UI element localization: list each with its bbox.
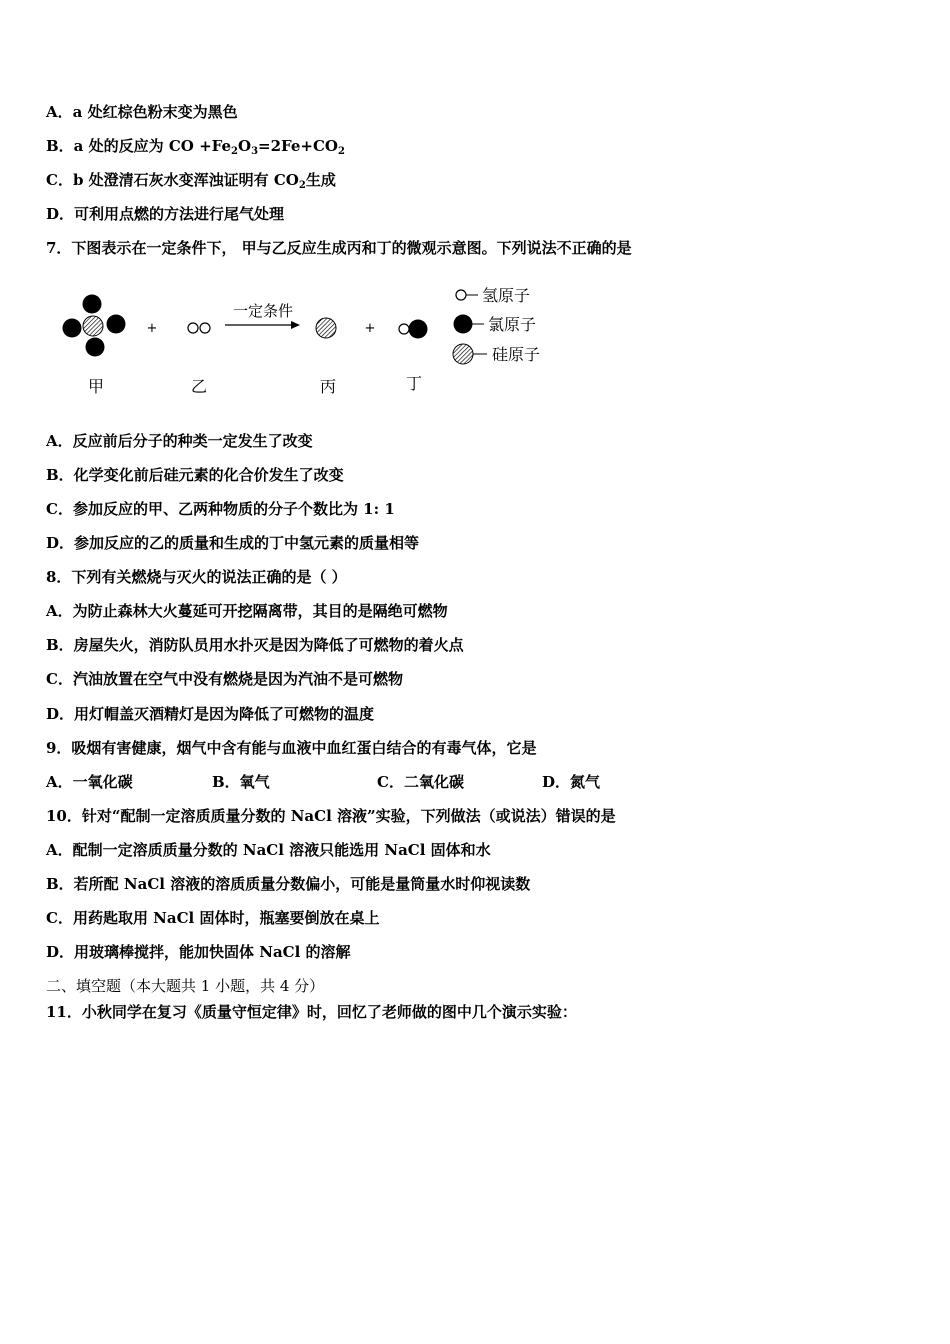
- molecule-bing: [316, 318, 336, 338]
- plus-2: +: [364, 321, 376, 336]
- q10-option-b: B．若所配 NaCl 溶液的溶质质量分数偏小，可能是量筒量水时仰视读数: [46, 875, 531, 893]
- q6-option-b: B．a 处的反应为 CO $+Fe_2O_3=2Fe+CO_2$: [46, 137, 345, 157]
- q9-option-c: C．二氧化碳: [377, 773, 464, 791]
- legend-hydrogen: 氢原子: [482, 286, 531, 305]
- q9-option-b: B．氧气: [212, 773, 270, 791]
- section-2-heading: 二、填空题（本大题共 1 小题，共 4 分）: [46, 977, 325, 995]
- q7-option-b: B．化学变化前后硅元素的化合价发生了改变: [46, 466, 344, 484]
- plus-1: +: [146, 321, 158, 336]
- q8-option-c: C．汽油放置在空气中没有燃烧是因为汽油不是可燃物: [46, 670, 403, 688]
- label-jia: 甲: [87, 377, 105, 396]
- legend-silicon: 硅原子: [492, 345, 541, 364]
- q7-option-d: D．参加反应的乙的质量和生成的丁中氢元素的质量相等: [46, 534, 420, 552]
- reaction-condition: 一定条件: [232, 302, 294, 320]
- legend: [453, 286, 540, 364]
- label-ding: 丁: [405, 374, 423, 393]
- arrow-head-icon: [291, 321, 300, 329]
- q7-stem: 7．下图表示在一定条件下， 甲与乙反应生成丙和丁的微观示意图。下列说法不正确的是: [46, 239, 632, 257]
- legend-chlorine: 氯原子: [488, 315, 537, 334]
- q8-option-b: B．房屋失火，消防队员用水扑灭是因为降低了可燃物的着火点: [46, 636, 464, 654]
- q10-option-d: D．用玻璃棒搅拌，能加快固体 NaCl 的溶解: [46, 943, 351, 961]
- q11-stem: 11．小秋同学在复习《质量守恒定律》时，回忆了老师做的图中几个演示实验：: [46, 1003, 577, 1021]
- q8-option-a: A．为防止森林大火蔓延可开挖隔离带，其目的是隔绝可燃物: [46, 602, 448, 620]
- molecule-jia: [63, 295, 126, 357]
- molecule-yi: [188, 323, 210, 333]
- q8-stem: 8．下列有关燃烧与灭火的说法正确的是（ ）: [46, 568, 347, 586]
- q7-reaction-diagram: [0, 280, 600, 405]
- q10-stem: 10．针对“配制一定溶质质量分数的 NaCl 溶液”实验，下列做法（或说法）错误的是: [46, 807, 616, 825]
- q10-option-a: A．配制一定溶质质量分数的 NaCl 溶液只能选用 NaCl 固体和水: [46, 841, 491, 859]
- q6-option-a: A．a 处红棕色粉末变为黑色: [46, 103, 238, 121]
- q9-option-d: D．氮气: [542, 773, 601, 791]
- hydrogen-atom-icon: [456, 290, 466, 300]
- molecule-ding: [399, 320, 428, 339]
- q8-option-d: D．用灯帽盖灭酒精灯是因为降低了可燃物的温度: [46, 705, 375, 723]
- label-bing: 丙: [319, 377, 337, 396]
- chlorine-atom-icon: [454, 315, 473, 334]
- q9-stem: 9．吸烟有害健康，烟气中含有能与血液中血红蛋白结合的有毒气体，它是: [46, 739, 537, 757]
- q9-option-a: A．一氧化碳: [46, 773, 133, 791]
- silicon-atom-icon: [453, 344, 473, 364]
- q7-option-a: A．反应前后分子的种类一定发生了改变: [46, 432, 313, 450]
- q6-option-c: C．b 处澄清石灰水变浑浊证明有 $CO_2$生成: [46, 171, 336, 191]
- q7-option-c: C．参加反应的甲、乙两种物质的分子个数比为 1: 1: [46, 500, 395, 518]
- q10-option-c: C．用药匙取用 NaCl 固体时，瓶塞要倒放在桌上: [46, 909, 380, 927]
- q6-option-d: D．可利用点燃的方法进行尾气处理: [46, 205, 285, 223]
- label-yi: 乙: [190, 377, 208, 396]
